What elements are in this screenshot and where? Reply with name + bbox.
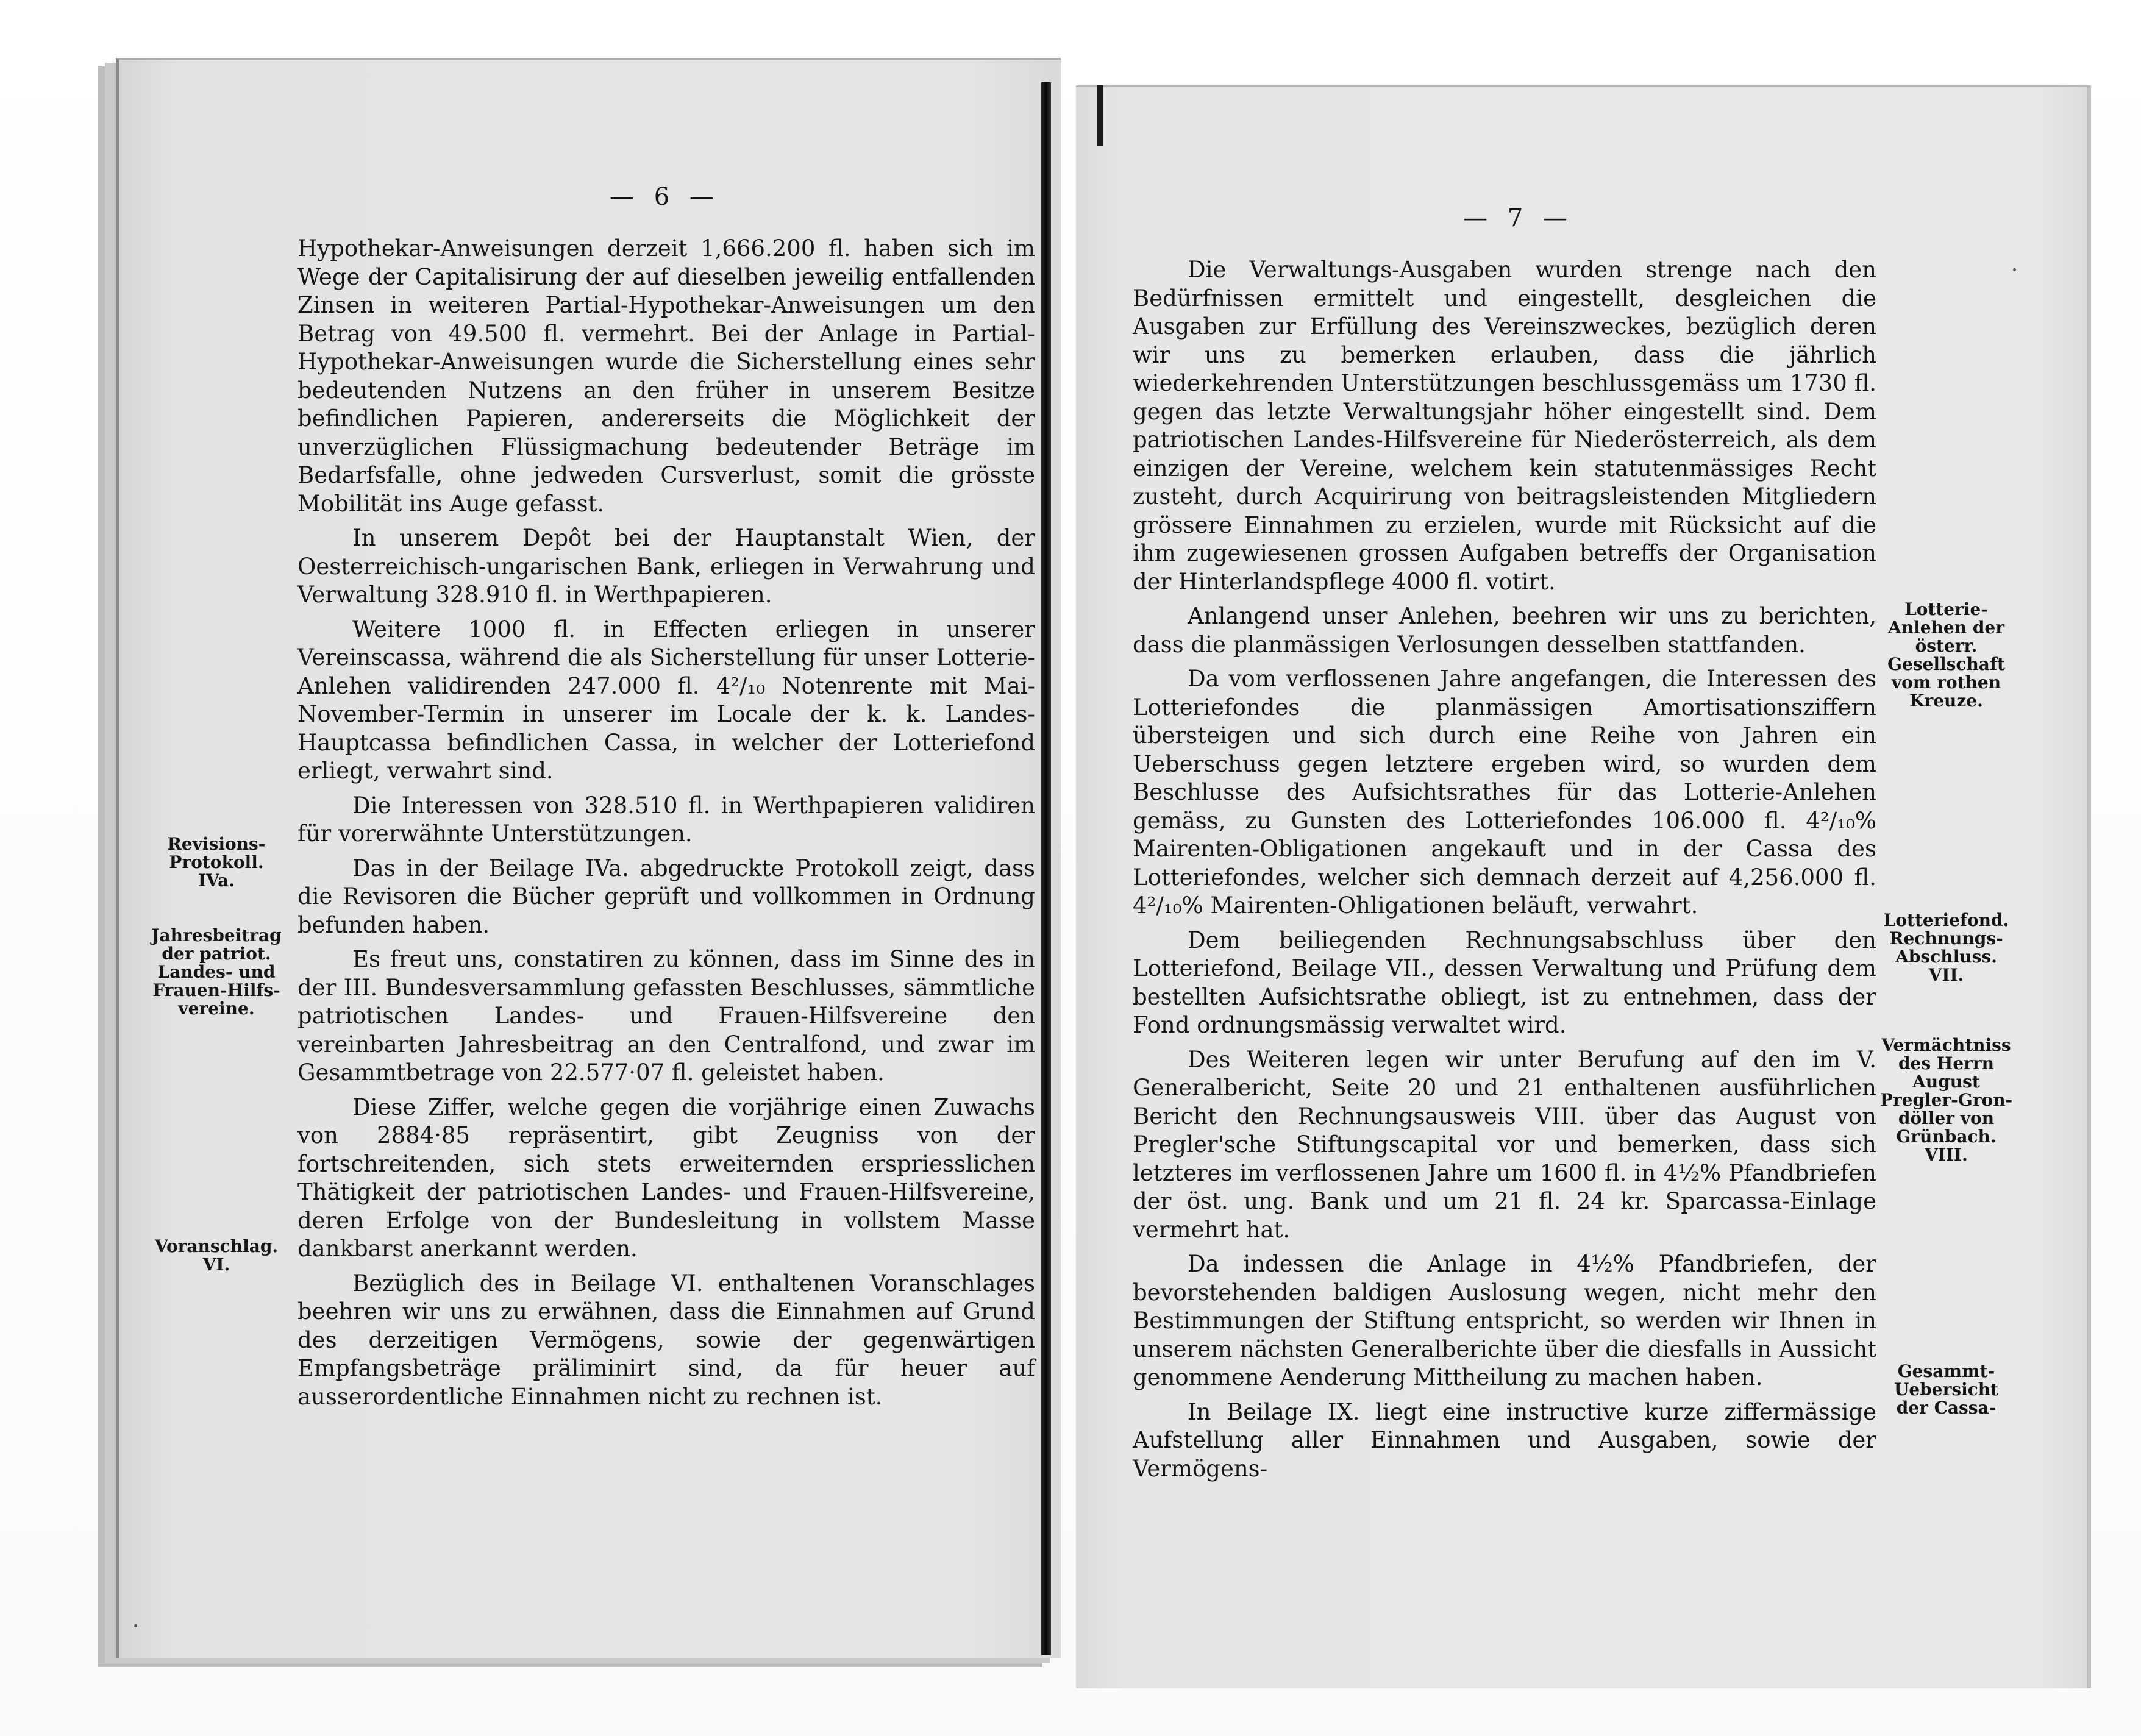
left-paragraph-8: Bezüglich des in Beilage VI. enthaltenen Voranschlages beehren wir uns zu erwähnen, dass die Einnahmen auf Grund des derzeitigen Vermögens, sowie der gegenwärtigen Empfangsbeträge präliminirt sind, da für heuer auf ausserordentliche Einnahmen nicht zu rechnen ist. xyxy=(297,1270,1035,1410)
scan-speck xyxy=(2013,268,2016,271)
left-paragraph-5: Das in der Beilage IVa. abgedruckte Protokoll zeigt, dass die Revisoren die Bücher geprüft und vollkommen in Ordnung befunden haben. xyxy=(297,855,1035,938)
right-paragraph-7: In Beilage IX. liegt eine instructive kurze ziffermässige Aufstellung aller Einnahmen und Ausgaben, sowie der Vermögens- xyxy=(1133,1398,1876,1482)
margin-note-jahresbeitrag: Jahresbeitrag der patriot. Landes- und Frauen-Hilfs- vereine. xyxy=(151,925,282,1019)
left-paragraph-6: Es freut uns, constatiren zu können, dass im Sinne des in der III. Bundesversammlung gefassten Beschlusses, sämmtliche patriotischen Landes- und Frauen-Hilfsvereine den vereinbarten Jahresbeitrag an den Centralfond, und zwar im Gesammtbetrage von 22.577·07 fl. geleistet haben. xyxy=(297,946,1035,1086)
book-spine-top xyxy=(1097,85,1103,146)
left-paragraph-7: Diese Ziffer, welche gegen die vorjährige einen Zuwachs von 2884·85 repräsentirt, gibt Zeugniss von der fortschreitenden, sich stets erweiternden erspriesslichen Thätigkeit der patriotischen Landes- und Frauen-Hilfsvereine, deren Erfolge von der Bundesleitung in vollstem Masse dankbarst anerkannt werden. xyxy=(297,1094,1035,1262)
right-paragraph-5: Des Weiteren legen wir unter Berufung auf den im V. Generalbericht, Seite 20 und 21 enthaltenen ausführlichen Bericht den Rechnungsausweis VIII. über das August von Pregler'sche Stiftungscapital vor und bemerken, dass sich letzteres im verflossenen Jahre um 1600 fl. in 4½% Pfandbriefen der öst. ung. Bank und um 21 fl. 24 kr. Sparcassa-Einlage vermehrt hat. xyxy=(1133,1046,1876,1243)
left-paragraph-2: In unserem Depôt bei der Hauptanstalt Wien, der Oesterreichisch-ungarischen Bank, erliegen in Verwahrung und Verwaltung 328.910 fl. in Werthpapieren. xyxy=(297,525,1035,608)
margin-note-revisionsprotokoll: Revisions- Protokoll. IVa. xyxy=(167,834,266,891)
scan-speck xyxy=(134,1624,137,1628)
margin-note-voranschlag: Voranschlag. VI. xyxy=(154,1236,279,1275)
right-paragraph-2: Anlangend unser Anlehen, beehren wir uns zu berichten, dass die planmässigen Verlosungen desselben stattfanden. xyxy=(1133,603,1876,658)
left-page-body xyxy=(297,235,1035,1417)
margin-note-lotteriefond: Lotteriefond. Rechnungs- Abschluss. VII. xyxy=(1883,910,2009,985)
book-spine xyxy=(1041,82,1051,1655)
left-paragraph-1: Hypothekar-Anweisungen derzeit 1,666.200 fl. haben sich im Wege der Capitalisirung der auf dieselben jeweilig entfallenden Zinsen in weiteren Partial-Hypothekar-Anweisungen um den Betrag von 49.500 fl. vermehrt. Bei der Anlage in Partial-Hypothekar-Anweisungen wurde die Sicherstellung eines sehr bedeutenden Nutzens an den früher in unserem Besitze befindlichen Papieren, andererseits die Möglichkeit der unverzüglichen Flüssigmachung bedeutender Beträge im Bedarfsfalle, ohne jedweden Cursverlust, somit die grösste Mobilität ins Auge gefasst. xyxy=(297,235,1035,517)
left-page-number: — 6 — xyxy=(610,183,720,211)
left-paragraph-3: Weitere 1000 fl. in Effecten erliegen in unserer Vereinscassa, während die als Sicherstellung für unser Lotterie-Anlehen validirenden 247.000 fl. 4²/₁₀ Notenrente mit Mai-November-Termin in unserer im Locale der k. k. Landes-Hauptcassa befindlichen Cassa, in welcher der Lotteriefond erliegt, verwahrt sind. xyxy=(297,616,1035,784)
right-paragraph-4: Dem beiliegenden Rechnungsabschluss über den Lotteriefond, Beilage VII., dessen Verwaltung und Prüfung dem bestellten Aufsichtsrathe obliegt, ist zu entnehmen, dass der Fond ordnungsmässig verwaltet wird. xyxy=(1133,927,1876,1038)
margin-note-gesammt-uebersicht: Gesammt- Uebersicht der Cassa- xyxy=(1893,1361,1999,1418)
margin-note-lotterie-anlehen: Lotterie- Anlehen der österr. Gesellschaft vom rothen Kreuze. xyxy=(1887,599,2005,711)
right-page-body xyxy=(1133,256,1876,1489)
left-paragraph-4: Die Interessen von 328.510 fl. in Werthpapieren validiren für vorerwähnte Unterstützungen. xyxy=(297,792,1035,847)
right-page-number: — 7 — xyxy=(1463,204,1573,232)
right-paragraph-6: Da indessen die Anlage in 4½% Pfandbriefen, der bevorstehenden baldigen Auslosung wegen, nicht mehr den Bestimmungen der Stiftung entspricht, so werden wir Ihnen in unserem nächsten Generalberichte über die diesfalls in Aussicht genommene Aenderung Mittheilung zu machen haben. xyxy=(1133,1251,1876,1390)
right-paragraph-1: Die Verwaltungs-Ausgaben wurden strenge nach den Bedürfnissen ermittelt und eingestellt, desgleichen die Ausgaben zur Erfüllung des Vereinszweckes, bezüglich deren wir uns zu bemerken erlauben, dass die jährlich wiederkehrenden Unterstützungen beschlussgemäss um 1730 fl. gegen das letzte Verwaltungsjahr höher eingestellt sind. Dem patriotischen Landes-Hilfsvereine für Niederösterreich, als dem einzigen der Vereine, welchem kein statutenmässiges Recht zusteht, durch Acquirirung von beitragsleistenden Mitgliedern grössere Einnahmen zu erzielen, wurde mit Rücksicht auf die ihm zugewiesenen grossen Aufgaben betreffs der Organisation der Hinterlandspflege 4000 fl. votirt. xyxy=(1133,257,1877,595)
right-paragraph-3: Da vom verflossenen Jahre angefangen, die Interessen des Lotteriefondes die planmässigen Amortisationsziffern übersteigen und sich durch eine Reihe von Jahren ein Ueberschuss gegen letztere ergeben wird, so wurden dem Beschlusse des Aufsichtsrathes für das Lotterie-Anlehen gemäss, zu Gunsten des Lotteriefondes 106.000 fl. 4²/₁₀% Mairenten-Obligationen angekauft und in der Cassa des Lotteriefondes, welcher sich demnach derzeit auf 4,256.000 fl. 4²/₁₀% Mairenten-Ohligationen beläuft, verwahrt. xyxy=(1133,666,1876,919)
margin-note-vermaechtniss: Vermächtniss des Herrn August Pregler-Gron- döller von Grünbach. VIII. xyxy=(1879,1035,2013,1165)
